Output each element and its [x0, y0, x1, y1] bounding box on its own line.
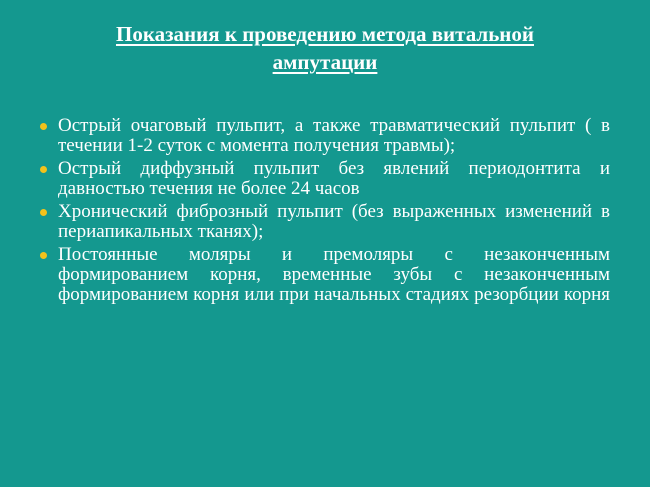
bullet-list	[40, 116, 610, 308]
bullet-text: Острый диффузный пульпит без явлений периодонтита и давностью течения не более 24 часов	[58, 158, 610, 199]
bullet-dot-icon	[40, 252, 47, 259]
bullet-dot-icon	[40, 166, 47, 173]
bullet-item	[40, 116, 610, 156]
slide-title	[40, 20, 610, 76]
bullet-item	[40, 202, 610, 242]
bullet-text: Хронический фиброзный пульпит (без выраженных изменений в периапикальных тканях);	[58, 201, 610, 242]
bullet-item	[40, 159, 610, 199]
bullet-item	[40, 245, 610, 305]
bullet-text: Острый очаговый пульпит, а также травматический пульпит ( в течении 1-2 суток с момента получения травмы);	[58, 115, 610, 156]
bullet-text: Постоянные моляры и премоляры с незаконченным формированием корня, временные зубы с незаконченным формированием корня или при начальных стадиях резорбции корня	[58, 244, 610, 305]
bullet-dot-icon	[40, 123, 47, 130]
bullet-dot-icon	[40, 209, 47, 216]
slide-title-line2: ампутации	[272, 50, 378, 74]
slide-title-line1: Показания к проведению метода витальной	[115, 22, 534, 46]
